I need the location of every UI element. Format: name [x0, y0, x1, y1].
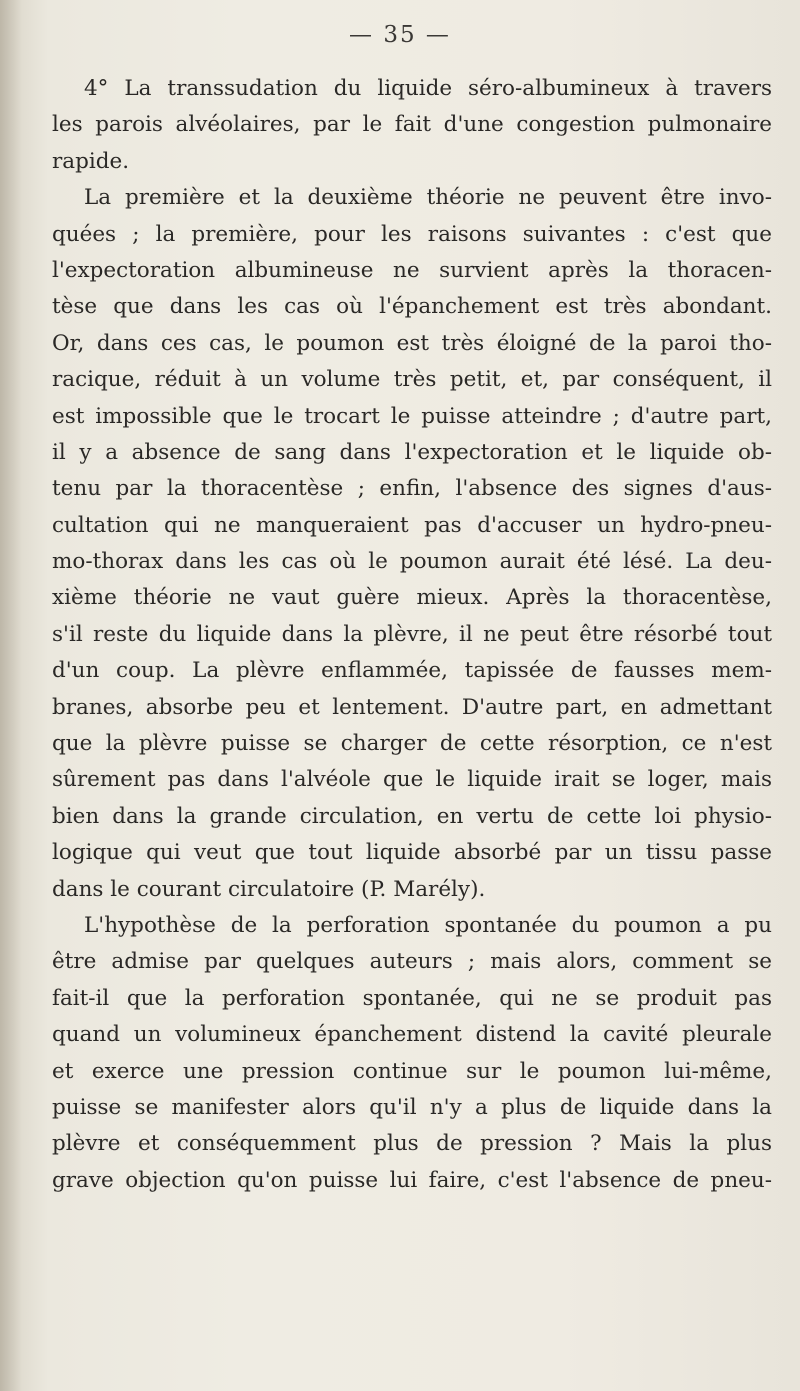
text-line: L'hypothèse de la perforation spontanée du poumon a pu — [84, 912, 772, 938]
text-line: est impossible que le trocart le puisse atteindre ; d'autre part, — [52, 403, 772, 429]
text-line: les parois alvéolaires, par le fait d'une congestion pulmonaire — [52, 112, 772, 138]
text-line: tèse que dans les cas où l'épanchement est très abondant. — [52, 294, 772, 320]
text-line: cultation qui ne manqueraient pas d'accuser un hydro-pneu- — [52, 512, 772, 538]
page-spine-shadow — [0, 0, 22, 1391]
text-line: racique, réduit à un volume très petit, et, par conséquent, il — [52, 367, 772, 393]
text-line: rapide. — [52, 148, 130, 174]
text-line: que la plèvre puisse se charger de cette résorption, ce n'est — [52, 731, 772, 757]
text-line: être admise par quelques auteurs ; mais alors, comment se — [52, 949, 772, 975]
text-line: grave objection qu'on puisse lui faire, c'est l'absence de pneu- — [52, 1167, 772, 1193]
text-line: tenu par la thoracentèse ; enfin, l'absence des signes d'aus- — [52, 476, 772, 502]
text-line: d'un coup. La plèvre enflammée, tapissée de fausses mem- — [52, 658, 772, 684]
text-line: il y a absence de sang dans l'expectoration et le liquide ob- — [52, 439, 772, 465]
text-line: s'il reste du liquide dans la plèvre, il ne peut être résorbé tout — [52, 621, 772, 647]
text-line: mo-thorax dans les cas où le poumon aurait été lésé. La deu- — [52, 549, 772, 575]
page-number: — 35 — — [349, 22, 451, 48]
text-line: La première et la deuxième théorie ne peuvent être invo- — [84, 185, 772, 211]
text-line: puisse se manifester alors qu'il n'y a plus de liquide dans la — [52, 1094, 772, 1120]
text-line: plèvre et conséquemment plus de pression ? Mais la plus — [52, 1131, 772, 1157]
text-line: sûrement pas dans l'alvéole que le liquide irait se loger, mais — [52, 767, 772, 793]
text-line: quées ; la première, pour les raisons suivantes : c'est que — [52, 221, 772, 247]
text-line: logique qui veut que tout liquide absorbé par un tissu passe — [52, 840, 772, 866]
text-line: Or, dans ces cas, le poumon est très éloigné de la paroi tho- — [52, 330, 772, 356]
body-text — [52, 71, 772, 1199]
text-line: 4° La transsudation du liquide séro-albumineux à travers — [84, 76, 772, 101]
text-line: et exerce une pression continue sur le poumon lui-même, — [52, 1058, 772, 1084]
text-line: fait-il que la perforation spontanée, qui ne se produit pas — [52, 985, 772, 1011]
text-line: dans le courant circulatoire (P. Marély). — [52, 876, 486, 902]
text-line: quand un volumineux épanchement distend la cavité pleurale — [52, 1022, 772, 1048]
text-line: branes, absorbe peu et lentement. D'autre part, en admettant — [52, 694, 772, 720]
text-line: bien dans la grande circulation, en vertu de cette loi physio- — [52, 803, 772, 829]
text-line: l'expectoration albumineuse ne survient après la thoracen- — [52, 257, 772, 283]
text-line: xième théorie ne vaut guère mieux. Après la thoracentèse, — [52, 585, 772, 611]
